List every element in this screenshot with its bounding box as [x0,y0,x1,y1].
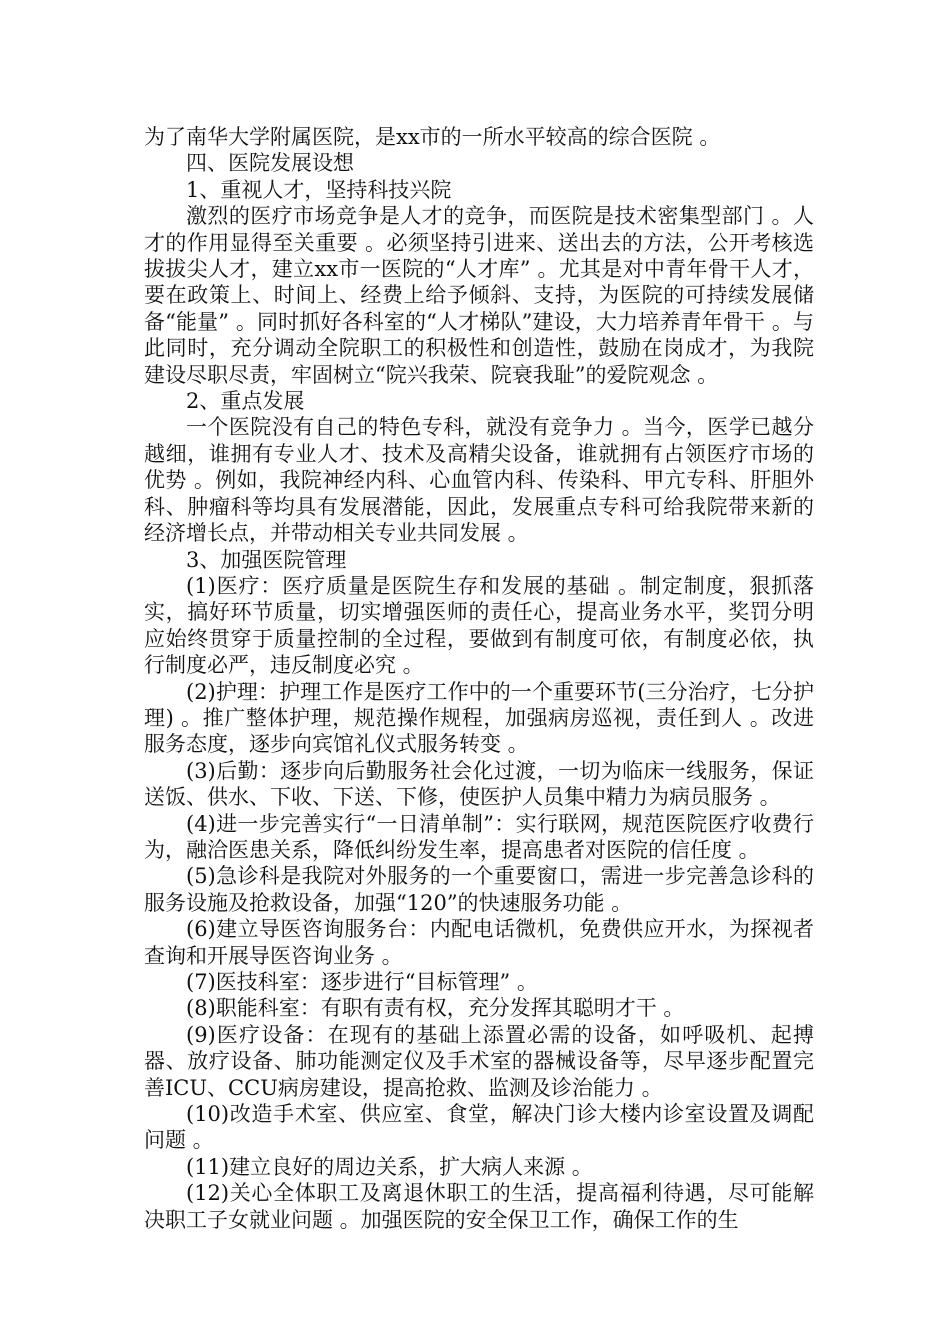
list-item: (12)关心全体职工及离退休职工的生活，提高福利待遇，尽可能解决职工子女就业问题 。加强医院的安全保卫工作，确保工作的生 [144,1181,814,1232]
paragraph: 为了南华大学附属医院，是xx市的一所水平较高的综合医院 。 [144,125,721,149]
paragraph: 一个医院没有自己的特色专科，就没有竞争力 。当今，医学已越分越细，谁拥有专业人才、技术及高精尖设备，谁就拥有占领医疗市场的优势 。例如，我院神经内科、心血管内科、传染科、甲亢专科、肝胆外科、肿瘤科等均具有发展潜能，因此，发展重点专科可给我院带来新的经济增长点，并带动相关专业共同发展 。 [144,415,814,546]
list-item: (5)急诊科是我院对外服务的一个重要窗口，需进一步完善急诊科的服务设施及抢救设备，加强“120”的快速服务功能 。 [144,864,814,915]
list-item: (1)医疗：医疗质量是医院生存和发展的基础 。制定制度，狠抓落实，搞好环节质量，切实增强医师的责任心，提高业务水平，奖罚分明应始终贯穿于质量控制的全过程，要做到有制度可依，有制度必依，执行制度必严，违反制度必究 。 [144,573,814,678]
document-page [144,124,814,1233]
subsection-heading: 1、重视人才，坚持科技兴院 [186,177,452,202]
paragraph: 激烈的医疗市场竞争是人才的竞争，而医院是技术密集型部门 。人才的作用显得至关重要 。必须坚持引进来、送出去的方法，公开考核选拔拔尖人才，建立xx市一医院的“人才库” 。尤其是对中青年骨干人才，要在政策上、时间上、经费上给予倾斜、支持，为医院的可持续发展储备“能量” 。同时抓好各科室的“人才梯队”建设，大力培养青年骨干 。与此同时，充分调动全院职工的积极性和创造性，鼓励在岗成才，为我院建设尽职尽责，牢固树立“院兴我荣、院衰我耻”的爱院观念 。 [144,204,814,387]
list-item: (4)进一步完善实行“一日清单制”：实行联网，规范医院医疗收费行为，融洽医患关系，降低纠纷发生率，提高患者对医院的信任度 。 [144,811,814,862]
section-heading: 四、医院发展设想 [186,151,354,176]
list-item: (9)医疗设备：在现有的基础上添置必需的设备，如呼吸机、起搏器、放疗设备、肺功能测定仪及手术室的器械设备等，尽早逐步配置完善ICU、CCU病房建设，提高抢救、监测及诊治能力 。 [144,1022,814,1100]
list-item: (11)建立良好的周边关系，扩大病人来源 。 [186,1154,593,1179]
list-item: (8)职能科室：有职有责有权，充分发挥其聪明才干 。 [186,996,685,1021]
list-item: (6)建立导医咨询服务台：内配电话微机，免费供应开水，为探视者查询和开展导医咨询业务 。 [144,917,814,968]
list-item: (2)护理：护理工作是医疗工作中的一个重要环节(三分治疗，七分护理) 。推广整体护理，规范操作规程，加强病房巡视，责任到人 。改进服务态度，逐步向宾馆礼仪式服务转变 。 [144,679,814,757]
list-item: (3)后勤：逐步向后勤服务社会化过渡，一切为临床一线服务，保证送饭、供水、下收、下送、下修，使医护人员集中精力为病员服务 。 [144,758,814,810]
list-item: (7)医技科室：逐步进行“目标管理” 。 [186,970,538,994]
subsection-heading: 2、重点发展 [186,389,305,414]
list-item: (10)改造手术室、供应室、食堂，解决门诊大楼内诊室设置及调配问题 。 [144,1102,814,1153]
subsection-heading: 3、加强医院管理 [186,547,347,572]
